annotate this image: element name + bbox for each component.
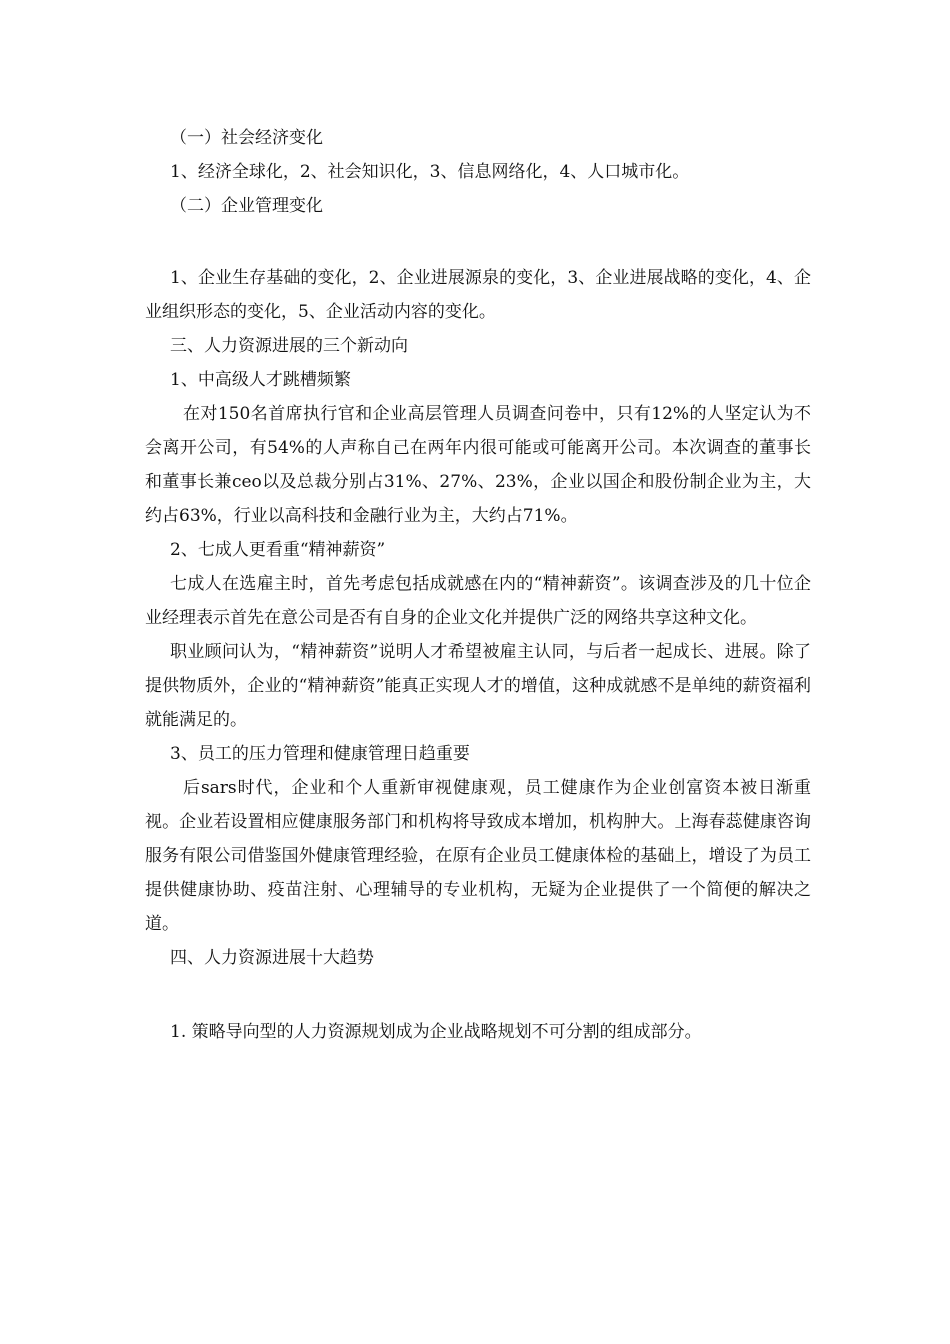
list-item-strategic-hr-planning: 1. 策略导向型的人力资源规划成为企业战略规划不可分割的组成部分。 (170, 1022, 702, 1042)
paragraph-spiritual-salary: 七成人在选雇主时，首先考虑包括成就感在内的“精神薪资”。该调查涉及的几十位企业经理表示首先在意公司是否有自身的企业文化并提供广泛的网络共享这种文化。 (145, 574, 811, 628)
subheading-talent-job-hopping: 1、中高级人才跳槽频繁 (170, 370, 351, 390)
list-enterprise-management-items: 1、企业生存基础的变化，2、企业进展源泉的变化，3、企业进展战略的变化，4、企业组织形态的变化，5、企业活动内容的变化。 (145, 268, 811, 322)
heading-social-economic-change: （一）社会经济变化 (170, 128, 323, 148)
list-social-economic-items: 1、经济全球化，2、社会知识化，3、信息网络化，4、人口城市化。 (170, 162, 690, 182)
document-body (145, 121, 811, 1049)
paragraph-career-advisor: 职业顾问认为，“精神薪资”说明人才希望被雇主认同，与后者一起成长、进展。除了提供物质外，企业的“精神薪资”能真正实现人才的增值，这种成就感不是单纯的薪资福利就能满足的。 (145, 642, 811, 730)
heading-hr-new-trends: 三、人力资源进展的三个新动向 (170, 336, 408, 356)
paragraph-survey-results: 在对150名首席执行官和企业高层管理人员调查问卷中，只有12%的人坚定认为不会离开公司，有54%的人声称自己在两年内很可能或可能离开公司。本次调查的董事长和董事长兼ceo以及总裁分别占31%、27%、23%，企业以国企和股份制企业为主，大约占63%，行业以高科技和金融行业为主，大约占71%。 (145, 404, 811, 526)
subheading-stress-health-management: 3、员工的压力管理和健康管理日趋重要 (170, 744, 470, 764)
paragraph-post-sars-health: 后sars时代，企业和个人重新审视健康观，员工健康作为企业创富资本被日渐重视。企业若设置相应健康服务部门和机构将导致成本增加，机构肿大。上海春蕊健康咨询服务有限公司借鉴国外健康管理经验，在原有企业员工健康体检的基础上，增设了为员工提供健康协助、疫苗注射、心理辅导的专业机构，无疑为企业提供了一个简便的解决之道。 (145, 778, 811, 934)
heading-enterprise-management-change: （二）企业管理变化 (170, 196, 323, 216)
subheading-spiritual-salary: 2、七成人更看重“精神薪资” (170, 540, 386, 560)
heading-hr-ten-trends: 四、人力资源进展十大趋势 (170, 948, 374, 968)
